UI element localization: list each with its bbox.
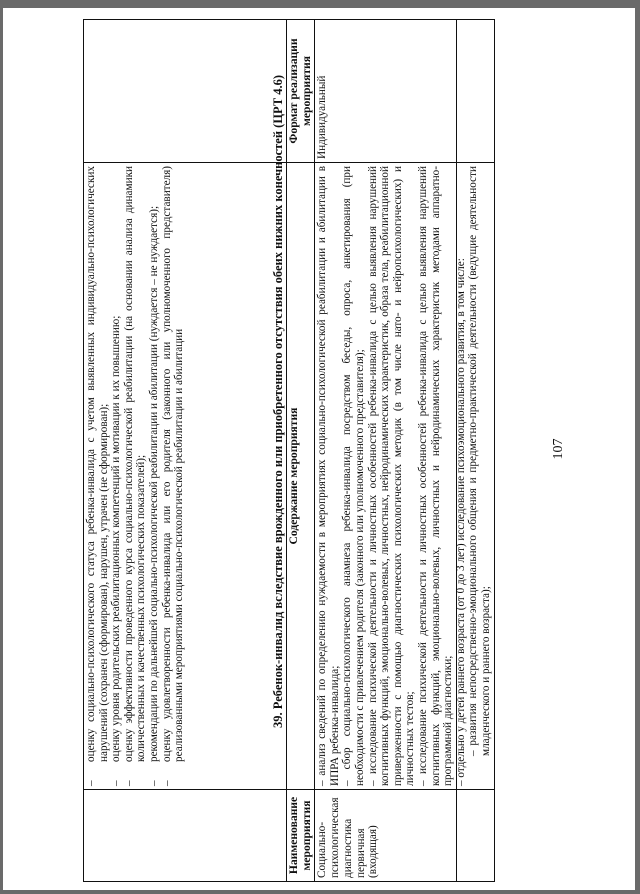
content-paragraph: – отдельно у детей раннего возраста (от 0 до 3 лет) исследование психоэмоционального развития, в том числе: (454, 258, 467, 786)
activity-name: Социально-психологическая диагностика первичная (входящая) (315, 790, 494, 882)
activity-format: Индивидуальный (315, 20, 494, 163)
scanned-page (3, 8, 635, 890)
section-title: 39. Ребенок-инвалид вследствие врожденного или приобретенного отсутствия обеих нижних конечностей (ЦРТ 4.6) (271, 74, 285, 728)
table-header-row (287, 20, 315, 882)
list-item: – рекомендации по дальнейшей социально-психологической реабилитации и абилитации (нуждается – не нуждается); (147, 205, 160, 786)
header-name: Наименование мероприятия (287, 790, 315, 882)
list-item: – оценку эффективности проведенного курса социально-психологической реабилитации (на основании анализа динамики количественных и качественных психологических показателей); (122, 166, 148, 786)
list-item: – оценку уровня родительских реабилитационных компетенций и мотивации к их повышению; (110, 315, 123, 786)
content-subparagraph: – развития непосредственно-эмоционального общения и предметно-практической деятельности (ведущие деятельности младенческого и раннего возраста); (467, 166, 492, 756)
content-paragraph: – анализ сведений по определению нуждаемости в мероприятиях социально-психологической реабилитации и абилитации в ИПРА ребенка-инвалида; (316, 166, 341, 786)
header-content: Содержание мероприятия (287, 163, 315, 790)
content-paragraph: – сбор социально-психологического анамнеза ребенка-инвалида посредством беседы, опроса, анкетирования (при необходимости с привлечением родителя (законного или уполномоченного представителя); (341, 166, 366, 786)
list-item: – оценку социально-психологического статуса ребенка-инвалида с учетом выявленных индивидуально-психологических нарушений (сохранен (сформирован), нарушен, утрачен (не сформирован); (85, 166, 110, 786)
content-paragraph: – исследование психической деятельности и личностных особенностей ребенка-инвалида с целью выявления нарушений когнитивных функций, эмоционально-волевых, личностных и нейродинамических характеристик методами аппаратно-программной диагностики; (416, 166, 455, 786)
list-item: – оценку удовлетворенности ребенка-инвалида или его родителя (законного или уполномоченного представителя) реализованными мероприятиями социально-психологической реабилитации и абилитации (160, 166, 186, 786)
activity-content (315, 163, 494, 790)
content-paragraph: – исследование психической деятельности и личностных особенностей ребенка-инвалида с целью выявления нарушений когнитивных функций, эмоционально-волевых, личностных, нейродинамических характеристик, образа тела, реабилитационной приверженности с помощью диагностических психологических методик (в том числе нато- и нейропсихологических) и личностных тестов; (366, 166, 417, 786)
rotated-document (3, 8, 635, 890)
header-format: Формат реализации мероприятия (287, 20, 315, 163)
page-number: 107 (551, 438, 566, 460)
activities-table (286, 19, 495, 882)
table-row (315, 20, 494, 882)
